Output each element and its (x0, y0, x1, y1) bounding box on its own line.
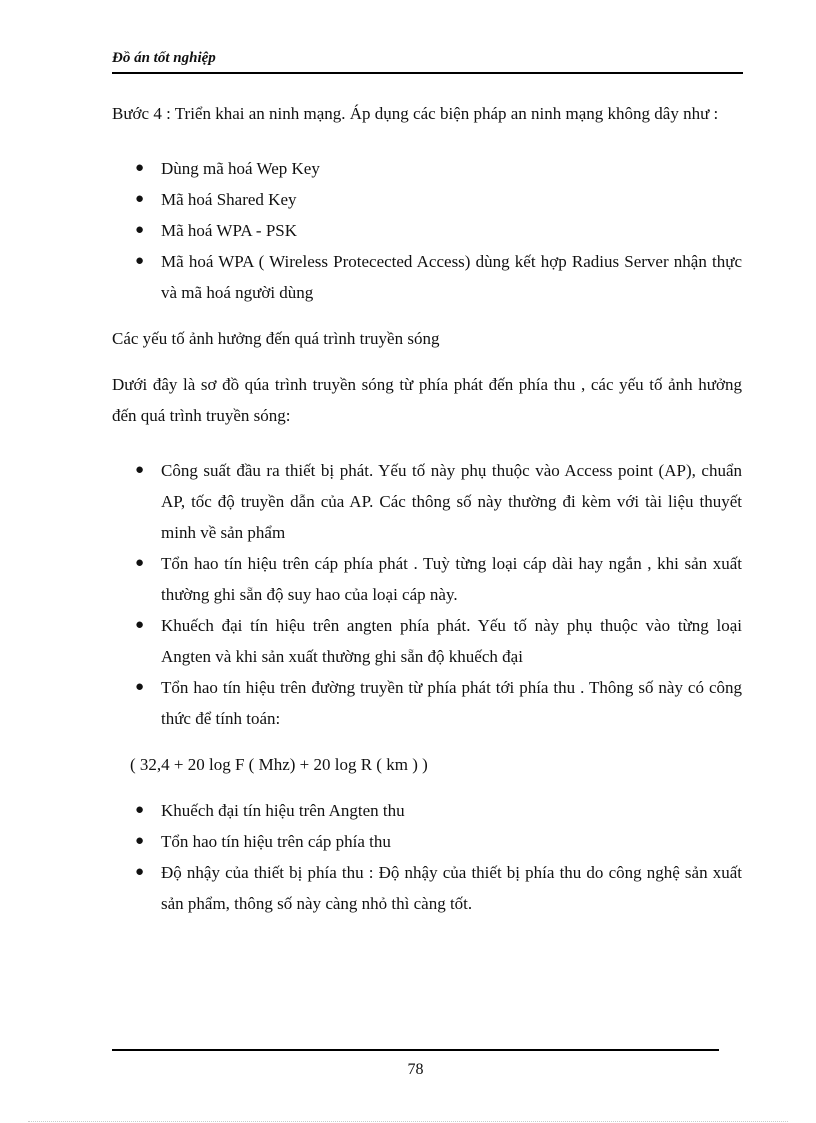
propagation-factors-list (112, 455, 742, 734)
list-item-text: Tổn hao tín hiệu trên đường truyền từ phía phát tới phía thu . Thông số này có công thức để tính toán: (161, 678, 742, 728)
bullet-icon: ● (135, 864, 145, 880)
bullet-icon: ● (135, 191, 145, 207)
list-item-text: Khuếch đại tín hiệu trên Angten thu (161, 801, 405, 820)
intro-paragraph: Bước 4 : Triển khai an ninh mạng. Áp dụng các biện pháp an ninh mạng không dây như : (112, 104, 719, 123)
list-item-text: Khuếch đại tín hiệu trên angten phía phát. Yếu tố này phụ thuộc vào từng loại Angten và khi sản xuất thường ghi sẵn độ khuếch đại (161, 616, 742, 666)
list-item (112, 826, 742, 857)
bullet-icon: ● (135, 617, 145, 633)
body-paragraph: Dưới đây là sơ đồ qúa trình truyền sóng từ phía phát đến phía thu , các yếu tố ảnh hưởng đến quá trình truyền sóng: (112, 375, 742, 425)
list-item (112, 672, 742, 734)
page-number: 78 (407, 1061, 424, 1078)
bullet-icon: ● (135, 253, 145, 269)
list-item (112, 153, 742, 184)
list-item-text: Mã hoá WPA ( Wireless Protecected Access) dùng kết hợp Radius Server nhận thực và mã hoá người dùng (161, 252, 742, 302)
page-edge-dotted-line (28, 1121, 788, 1122)
list-item (112, 215, 742, 246)
receiver-factors-list (112, 795, 742, 919)
list-item (112, 610, 742, 672)
bullet-icon: ● (135, 679, 145, 695)
list-item (112, 455, 742, 548)
bullet-icon: ● (135, 833, 145, 849)
page-content (112, 98, 742, 919)
path-loss-formula: ( 32,4 + 20 log F ( Mhz) + 20 log R ( km ) ) (130, 755, 428, 774)
bullet-icon: ● (135, 222, 145, 238)
document-header-title: Đồ án tốt nghiệp (112, 50, 216, 66)
bullet-icon: ● (135, 555, 145, 571)
list-item (112, 857, 742, 919)
section-heading: Các yếu tố ảnh hưởng đến quá trình truyền sóng (112, 329, 440, 348)
list-item-text: Công suất đầu ra thiết bị phát. Yếu tố này phụ thuộc vào Access point (AP), chuẩn AP, tốc độ truyền dẫn của AP. Các thông số này thường đi kèm với tài liệu thuyết minh về sản phẩm (161, 461, 742, 542)
list-item-text: Mã hoá WPA - PSK (161, 221, 298, 240)
list-item-text: Tổn hao tín hiệu trên cáp phía thu (161, 832, 391, 851)
list-item-text: Tổn hao tín hiệu trên cáp phía phát . Tuỳ từng loại cáp dài hay ngắn , khi sản xuất thường ghi sẵn độ suy hao của loại cáp này. (161, 554, 742, 604)
list-item (112, 246, 742, 308)
bullet-icon: ● (135, 160, 145, 176)
list-item (112, 548, 742, 610)
list-item-text: Dùng mã hoá Wep Key (161, 159, 320, 178)
list-item-text: Độ nhậy của thiết bị phía thu : Độ nhậy của thiết bị phía thu do công nghệ sản xuất sản phẩm, thông số này càng nhỏ thì càng tốt. (161, 863, 742, 913)
security-measures-list (112, 153, 742, 308)
header-divider (112, 72, 743, 74)
list-item-text: Mã hoá Shared Key (161, 190, 297, 209)
list-item (112, 184, 742, 215)
bullet-icon: ● (135, 802, 145, 818)
bullet-icon: ● (135, 462, 145, 478)
footer-divider (112, 1049, 719, 1051)
list-item (112, 795, 742, 826)
